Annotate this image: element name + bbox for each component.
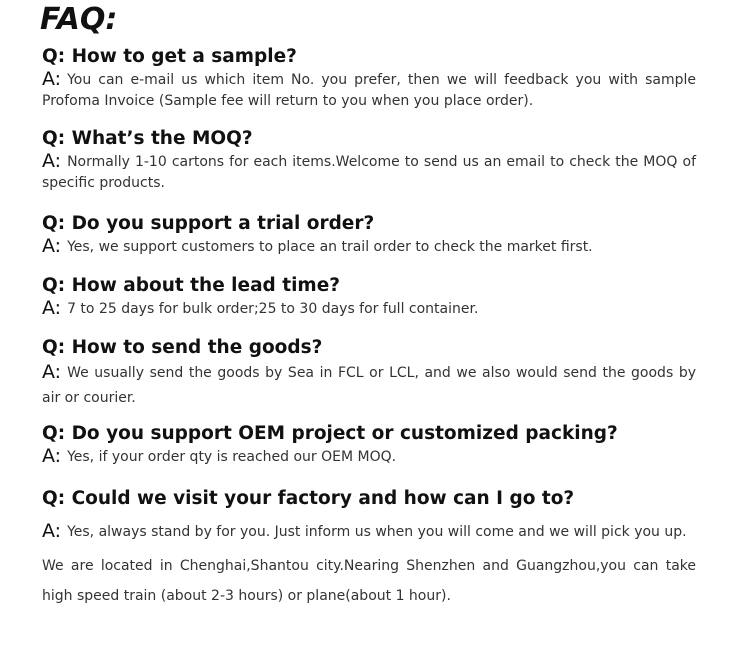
faq-answer-text: Normally 1-10 cartons for each items.Welcome to send us an email to check the MOQ of specific products. [42, 154, 696, 191]
faq-item-trial-order [42, 212, 696, 258]
faq-answer-location: We are located in Chenghai,Shantou city.Nearing Shenzhen and Guangzhou,you can take high speed train (about 2-3 hours) or plane(about 1 hour). [42, 558, 696, 604]
faq-answer-text: Yes, if your order qty is reached our OEM MOQ. [67, 449, 397, 465]
faq-answer-text: Yes, we support customers to place an trail order to check the market first. [67, 239, 593, 255]
faq-answer [42, 151, 696, 194]
faq-answer-text: We usually send the goods by Sea in FCL or LCL, and we also would send the goods by air or courier. [42, 365, 696, 406]
answer-label: A: [42, 150, 62, 172]
faq-answer [42, 360, 696, 411]
faq-item-shipping [42, 336, 696, 411]
answer-label: A: [42, 68, 62, 90]
faq-item-lead-time [42, 274, 696, 320]
faq-answer-text: You can e-mail us which item No. you prefer, then we will feedback you with sample Profoma Invoice (Sample fee will return to you when you place order). [42, 72, 696, 109]
faq-question: Q: How to send the goods? [42, 337, 323, 358]
answer-label: A: [42, 361, 62, 383]
faq-answer [42, 521, 696, 543]
faq-answer [42, 298, 696, 320]
faq-question: Q: How to get a sample? [42, 46, 297, 67]
faq-answer [42, 69, 696, 112]
page-title: FAQ: [40, 2, 118, 37]
faq-question: Q: What’s the MOQ? [42, 128, 253, 149]
answer-label: A: [42, 235, 62, 257]
faq-item-factory-visit [42, 487, 696, 611]
faq-question: Q: Do you support OEM project or customized packing? [42, 423, 618, 444]
answer-label: A: [42, 520, 62, 542]
answer-label: A: [42, 297, 62, 319]
faq-answer-text: 7 to 25 days for bulk order;25 to 30 days for full container. [67, 301, 479, 317]
answer-label: A: [42, 445, 62, 467]
faq-question: Q: Do you support a trial order? [42, 213, 375, 234]
faq-item-sample [42, 45, 696, 112]
faq-answer [42, 236, 696, 258]
faq-answer-text: Yes, always stand by for you. Just inform us when you will come and we will pick you up. [67, 524, 687, 540]
faq-question: Q: How about the lead time? [42, 275, 340, 296]
faq-item-oem [42, 422, 696, 468]
faq-item-moq [42, 127, 696, 194]
faq-question: Q: Could we visit your factory and how can I go to? [42, 488, 575, 509]
faq-answer [42, 446, 696, 468]
